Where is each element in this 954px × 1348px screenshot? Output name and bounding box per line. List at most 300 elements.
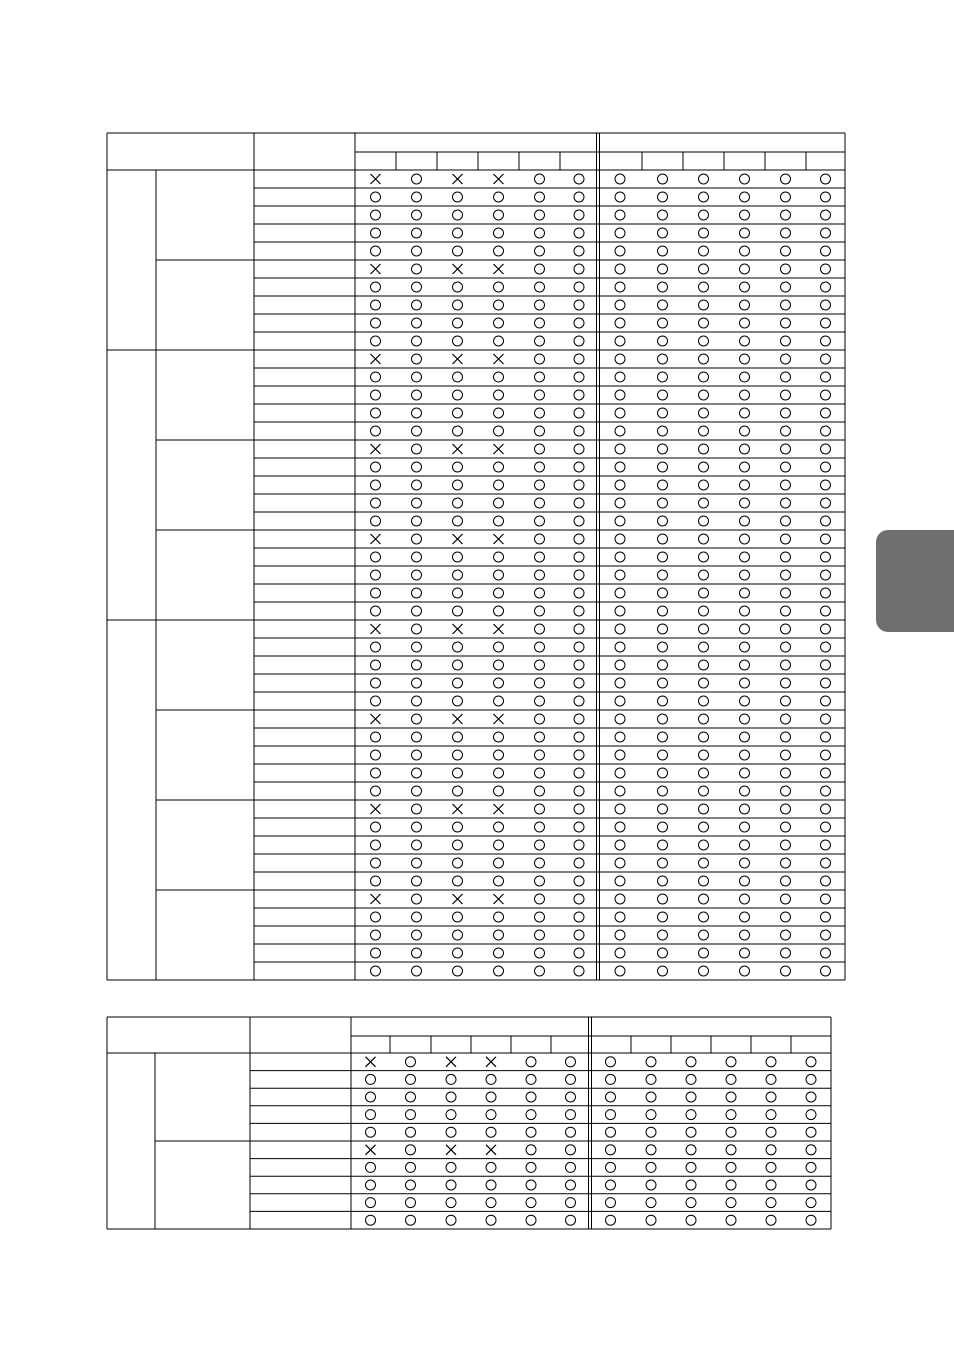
circle-icon <box>574 948 584 958</box>
circle-icon <box>566 1057 576 1067</box>
circle-icon <box>606 1110 616 1120</box>
circle-icon <box>658 912 668 922</box>
circle-icon <box>494 552 504 562</box>
circle-icon <box>453 336 463 346</box>
circle-icon <box>412 174 422 184</box>
table-row <box>366 1057 817 1067</box>
circle-icon <box>766 1215 776 1225</box>
circle-icon <box>453 930 463 940</box>
circle-icon <box>535 228 545 238</box>
circle-icon <box>574 174 584 184</box>
cross-icon <box>494 174 504 184</box>
circle-icon <box>453 318 463 328</box>
circle-icon <box>574 804 584 814</box>
circle-icon <box>535 804 545 814</box>
table-row <box>250 1159 831 1173</box>
circle-icon <box>821 966 831 976</box>
circle-icon <box>371 840 381 850</box>
table-row <box>254 584 845 598</box>
circle-icon <box>412 336 422 346</box>
circle-icon <box>453 210 463 220</box>
table-row <box>254 188 845 202</box>
circle-icon <box>494 372 504 382</box>
table-row <box>250 1123 831 1137</box>
circle-icon <box>535 678 545 688</box>
circle-icon <box>615 282 625 292</box>
circle-icon <box>821 930 831 940</box>
circle-icon <box>726 1198 736 1208</box>
circle-icon <box>615 408 625 418</box>
circle-icon <box>821 534 831 544</box>
circle-icon <box>821 660 831 670</box>
table-row <box>254 422 845 436</box>
circle-icon <box>535 858 545 868</box>
circle-icon <box>699 354 709 364</box>
circle-icon <box>740 750 750 760</box>
table-row <box>254 404 845 418</box>
circle-icon <box>412 390 422 400</box>
circle-icon <box>453 822 463 832</box>
circle-icon <box>615 264 625 274</box>
circle-icon <box>535 696 545 706</box>
circle-icon <box>412 786 422 796</box>
circle-icon <box>574 372 584 382</box>
circle-icon <box>821 174 831 184</box>
circle-icon <box>821 786 831 796</box>
circle-icon <box>494 786 504 796</box>
table-row <box>254 494 845 508</box>
circle-icon <box>446 1127 456 1137</box>
circle-icon <box>412 426 422 436</box>
circle-icon <box>615 210 625 220</box>
circle-icon <box>699 462 709 472</box>
cross-icon <box>494 624 504 634</box>
circle-icon <box>781 714 791 724</box>
circle-icon <box>574 840 584 850</box>
circle-icon <box>412 282 422 292</box>
circle-icon <box>494 498 504 508</box>
circle-icon <box>526 1145 536 1155</box>
circle-icon <box>658 804 668 814</box>
circle-icon <box>526 1127 536 1137</box>
circle-icon <box>412 804 422 814</box>
circle-icon <box>486 1180 496 1190</box>
circle-icon <box>658 552 668 562</box>
table-row <box>254 206 845 220</box>
circle-icon <box>658 534 668 544</box>
circle-icon <box>371 966 381 976</box>
circle-icon <box>699 840 709 850</box>
circle-icon <box>526 1057 536 1067</box>
circle-icon <box>566 1162 576 1172</box>
circle-icon <box>658 768 668 778</box>
circle-icon <box>535 840 545 850</box>
circle-icon <box>821 426 831 436</box>
circle-icon <box>606 1180 616 1190</box>
circle-icon <box>412 246 422 256</box>
circle-icon <box>615 786 625 796</box>
circle-icon <box>740 678 750 688</box>
circle-icon <box>453 696 463 706</box>
circle-icon <box>535 552 545 562</box>
circle-icon <box>453 606 463 616</box>
circle-icon <box>494 426 504 436</box>
circle-icon <box>740 840 750 850</box>
circle-icon <box>574 534 584 544</box>
circle-icon <box>526 1198 536 1208</box>
table-row <box>254 512 845 526</box>
circle-icon <box>526 1180 536 1190</box>
circle-icon <box>821 498 831 508</box>
circle-icon <box>371 822 381 832</box>
table-row <box>254 872 845 886</box>
circle-icon <box>574 516 584 526</box>
table-row <box>254 854 845 868</box>
circle-icon <box>658 318 668 328</box>
circle-icon <box>658 300 668 310</box>
circle-icon <box>371 696 381 706</box>
circle-icon <box>699 300 709 310</box>
circle-icon <box>574 462 584 472</box>
circle-icon <box>535 282 545 292</box>
table-row <box>254 368 845 382</box>
circle-icon <box>781 894 791 904</box>
circle-icon <box>658 786 668 796</box>
circle-icon <box>740 660 750 670</box>
circle-icon <box>615 912 625 922</box>
cross-icon <box>453 624 463 634</box>
circle-icon <box>658 822 668 832</box>
circle-icon <box>686 1145 696 1155</box>
circle-icon <box>699 768 709 778</box>
circle-icon <box>646 1057 656 1067</box>
cross-icon <box>494 534 504 544</box>
circle-icon <box>371 678 381 688</box>
cross-icon <box>446 1057 456 1067</box>
circle-icon <box>740 624 750 634</box>
circle-icon <box>606 1074 616 1084</box>
circle-icon <box>574 228 584 238</box>
circle-icon <box>494 300 504 310</box>
circle-icon <box>535 426 545 436</box>
circle-icon <box>699 498 709 508</box>
circle-icon <box>453 228 463 238</box>
circle-icon <box>658 750 668 760</box>
circle-icon <box>658 282 668 292</box>
circle-icon <box>453 426 463 436</box>
circle-icon <box>453 966 463 976</box>
circle-icon <box>821 300 831 310</box>
table-row <box>254 836 845 850</box>
circle-icon <box>686 1057 696 1067</box>
circle-icon <box>821 858 831 868</box>
table-row <box>254 944 845 958</box>
circle-icon <box>658 372 668 382</box>
circle-icon <box>740 300 750 310</box>
circle-icon <box>412 444 422 454</box>
circle-icon <box>606 1057 616 1067</box>
circle-icon <box>574 480 584 490</box>
cross-icon <box>453 264 463 274</box>
circle-icon <box>658 966 668 976</box>
circle-icon <box>574 264 584 274</box>
circle-icon <box>494 192 504 202</box>
circle-icon <box>535 912 545 922</box>
circle-icon <box>740 714 750 724</box>
circle-icon <box>699 732 709 742</box>
circle-icon <box>574 426 584 436</box>
circle-icon <box>781 948 791 958</box>
circle-icon <box>606 1092 616 1102</box>
circle-icon <box>658 588 668 598</box>
circle-icon <box>699 174 709 184</box>
circle-icon <box>371 732 381 742</box>
circle-icon <box>699 642 709 652</box>
circle-icon <box>726 1110 736 1120</box>
circle-icon <box>699 822 709 832</box>
circle-icon <box>658 660 668 670</box>
table-row <box>254 242 845 256</box>
table-row <box>254 458 845 472</box>
circle-icon <box>366 1127 376 1137</box>
circle-icon <box>766 1127 776 1137</box>
circle-icon <box>740 696 750 706</box>
circle-icon <box>574 588 584 598</box>
circle-icon <box>535 372 545 382</box>
circle-icon <box>406 1092 416 1102</box>
circle-icon <box>526 1074 536 1084</box>
circle-icon <box>615 894 625 904</box>
circle-icon <box>371 336 381 346</box>
circle-icon <box>406 1145 416 1155</box>
circle-icon <box>699 426 709 436</box>
circle-icon <box>781 282 791 292</box>
circle-icon <box>658 408 668 418</box>
circle-icon <box>574 750 584 760</box>
circle-icon <box>658 894 668 904</box>
circle-icon <box>615 768 625 778</box>
circle-icon <box>494 660 504 670</box>
circle-icon <box>615 174 625 184</box>
circle-icon <box>821 714 831 724</box>
circle-icon <box>526 1215 536 1225</box>
circle-icon <box>615 606 625 616</box>
circle-icon <box>615 714 625 724</box>
circle-icon <box>574 246 584 256</box>
circle-icon <box>699 516 709 526</box>
circle-icon <box>453 552 463 562</box>
circle-icon <box>371 552 381 562</box>
circle-icon <box>453 786 463 796</box>
circle-icon <box>781 354 791 364</box>
circle-icon <box>371 948 381 958</box>
circle-icon <box>699 390 709 400</box>
circle-icon <box>371 642 381 652</box>
circle-icon <box>574 318 584 328</box>
circle-icon <box>821 894 831 904</box>
cross-icon <box>371 174 381 184</box>
circle-icon <box>494 930 504 940</box>
circle-icon <box>821 246 831 256</box>
circle-icon <box>658 498 668 508</box>
circle-icon <box>821 372 831 382</box>
circle-icon <box>371 282 381 292</box>
circle-icon <box>371 462 381 472</box>
table-row <box>156 800 845 814</box>
circle-icon <box>453 462 463 472</box>
circle-icon <box>781 732 791 742</box>
circle-icon <box>740 876 750 886</box>
circle-icon <box>821 606 831 616</box>
circle-icon <box>658 354 668 364</box>
circle-icon <box>412 462 422 472</box>
circle-icon <box>494 876 504 886</box>
table-row <box>371 174 831 184</box>
circle-icon <box>574 606 584 616</box>
circle-icon <box>412 642 422 652</box>
circle-icon <box>453 768 463 778</box>
circle-icon <box>699 552 709 562</box>
circle-icon <box>494 642 504 652</box>
circle-icon <box>535 174 545 184</box>
circle-icon <box>535 966 545 976</box>
circle-icon <box>781 552 791 562</box>
circle-icon <box>699 948 709 958</box>
circle-icon <box>699 912 709 922</box>
circle-icon <box>740 642 750 652</box>
table-row <box>156 440 845 454</box>
circle-icon <box>453 678 463 688</box>
circle-icon <box>781 210 791 220</box>
cross-icon <box>494 804 504 814</box>
circle-icon <box>371 912 381 922</box>
circle-icon <box>486 1110 496 1120</box>
circle-icon <box>453 480 463 490</box>
circle-icon <box>740 426 750 436</box>
circle-icon <box>566 1145 576 1155</box>
cross-icon <box>453 354 463 364</box>
circle-icon <box>615 246 625 256</box>
circle-icon <box>412 768 422 778</box>
circle-icon <box>574 714 584 724</box>
table-row <box>254 386 845 400</box>
circle-icon <box>740 192 750 202</box>
circle-icon <box>406 1215 416 1225</box>
circle-icon <box>781 228 791 238</box>
circle-icon <box>371 192 381 202</box>
circle-icon <box>821 408 831 418</box>
circle-icon <box>412 624 422 634</box>
circle-icon <box>535 408 545 418</box>
circle-icon <box>574 876 584 886</box>
circle-icon <box>453 372 463 382</box>
cross-icon <box>486 1145 496 1155</box>
circle-icon <box>615 444 625 454</box>
circle-icon <box>699 588 709 598</box>
circle-icon <box>686 1127 696 1137</box>
circle-icon <box>535 534 545 544</box>
circle-icon <box>494 966 504 976</box>
circle-icon <box>699 192 709 202</box>
circle-icon <box>371 768 381 778</box>
circle-icon <box>535 498 545 508</box>
circle-icon <box>615 480 625 490</box>
cross-icon <box>453 444 463 454</box>
circle-icon <box>821 912 831 922</box>
circle-icon <box>686 1162 696 1172</box>
circle-icon <box>371 876 381 886</box>
circle-icon <box>766 1145 776 1155</box>
circle-icon <box>412 840 422 850</box>
circle-icon <box>726 1074 736 1084</box>
circle-icon <box>494 228 504 238</box>
circle-icon <box>781 516 791 526</box>
circle-icon <box>781 264 791 274</box>
circle-icon <box>726 1162 736 1172</box>
circle-icon <box>494 210 504 220</box>
table-row <box>107 620 845 634</box>
circle-icon <box>821 678 831 688</box>
circle-icon <box>821 732 831 742</box>
circle-icon <box>821 750 831 760</box>
circle-icon <box>740 948 750 958</box>
circle-icon <box>494 768 504 778</box>
circle-icon <box>740 318 750 328</box>
circle-icon <box>699 534 709 544</box>
circle-icon <box>615 192 625 202</box>
circle-icon <box>574 678 584 688</box>
circle-icon <box>574 894 584 904</box>
circle-icon <box>412 372 422 382</box>
circle-icon <box>806 1180 816 1190</box>
circle-icon <box>658 264 668 274</box>
circle-icon <box>366 1198 376 1208</box>
circle-icon <box>646 1145 656 1155</box>
circle-icon <box>574 552 584 562</box>
table-row <box>254 296 845 310</box>
circle-icon <box>781 642 791 652</box>
circle-icon <box>526 1092 536 1102</box>
circle-icon <box>535 876 545 886</box>
circle-icon <box>494 750 504 760</box>
circle-icon <box>686 1215 696 1225</box>
circle-icon <box>574 444 584 454</box>
circle-icon <box>740 930 750 940</box>
circle-icon <box>494 858 504 868</box>
circle-icon <box>821 624 831 634</box>
circle-icon <box>412 228 422 238</box>
circle-icon <box>412 660 422 670</box>
circle-icon <box>821 210 831 220</box>
table-row <box>254 602 845 616</box>
table-row <box>250 1071 831 1085</box>
circle-icon <box>486 1215 496 1225</box>
circle-icon <box>740 228 750 238</box>
circle-icon <box>566 1092 576 1102</box>
circle-icon <box>494 912 504 922</box>
circle-icon <box>412 822 422 832</box>
circle-icon <box>566 1110 576 1120</box>
circle-icon <box>494 948 504 958</box>
table-row <box>254 674 845 688</box>
circle-icon <box>615 462 625 472</box>
circle-icon <box>574 624 584 634</box>
circle-icon <box>686 1092 696 1102</box>
table-row <box>254 638 845 652</box>
circle-icon <box>366 1092 376 1102</box>
circle-icon <box>740 894 750 904</box>
circle-icon <box>658 678 668 688</box>
